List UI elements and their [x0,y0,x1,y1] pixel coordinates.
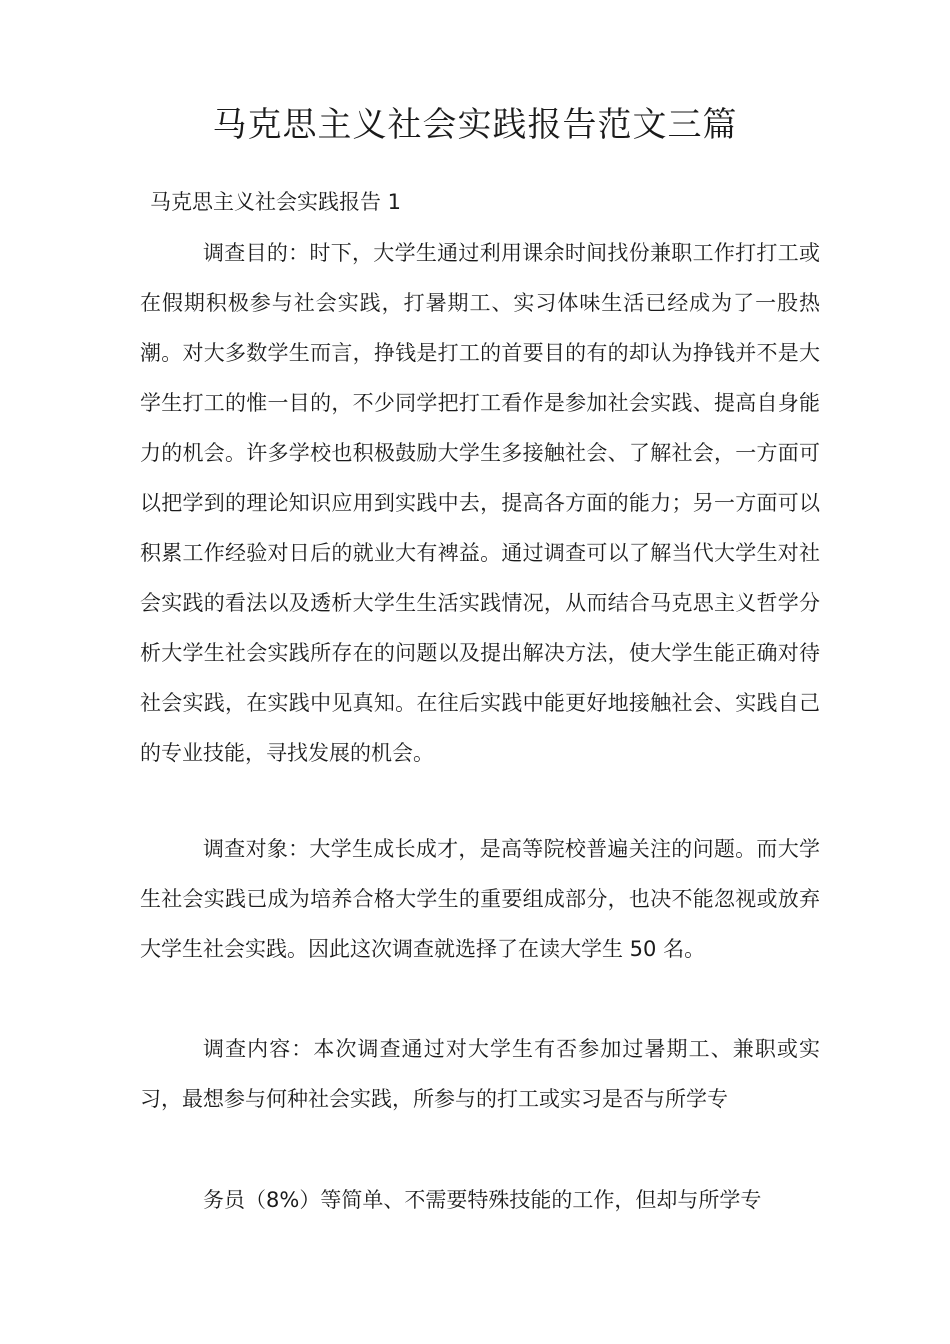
paragraph-subjects: 调查对象：大学生成长成才，是高等院校普遍关注的问题。而大学生社会实践已成为培养合格大学生的重要组成部分，也决不能忽视或放弃大学生社会实践。因此这次调查就选择了在读大学生 50 名。 [140,837,820,961]
paragraph-purpose: 调查目的：时下，大学生通过利用课余时间找份兼职工作打打工或在假期积极参与社会实践，打暑期工、实习体味生活已经成为了一股热潮。对大多数学生而言，挣钱是打工的首要目的有的却认为挣钱并不是大学生打工的惟一目的，不少同学把打工看作是参加社会实践、提高自身能力的机会。许多学校也积极鼓励大学生多接触社会、了解社会，一方面可以把学到的理论知识应用到实践中去，提高各方面的能力；另一方面可以积累工作经验对日后的就业大有裨益。通过调查可以了解当代大学生对社会实践的看法以及透析大学生生活实践情况，从而结合马克思主义哲学分析大学生社会实践所存在的问题以及提出解决方法，使大学生能正确对待社会实践，在实践中见真知。在往后实践中能更好地接触社会、实践自己的专业技能，寻找发展的机会。 [140,241,820,765]
paragraph-content: 调查内容：本次调查通过对大学生有否参加过暑期工、兼职或实习，最想参与何种社会实践，所参与的打工或实习是否与所学专 [140,1037,820,1111]
paragraph-fragment: 务员（8%）等简单、不需要特殊技能的工作，但却与所学专 [203,1188,762,1212]
document-title: 马克思主义社会实践报告范文三篇 [212,105,738,145]
section-heading: 马克思主义社会实践报告 1 [150,190,402,214]
